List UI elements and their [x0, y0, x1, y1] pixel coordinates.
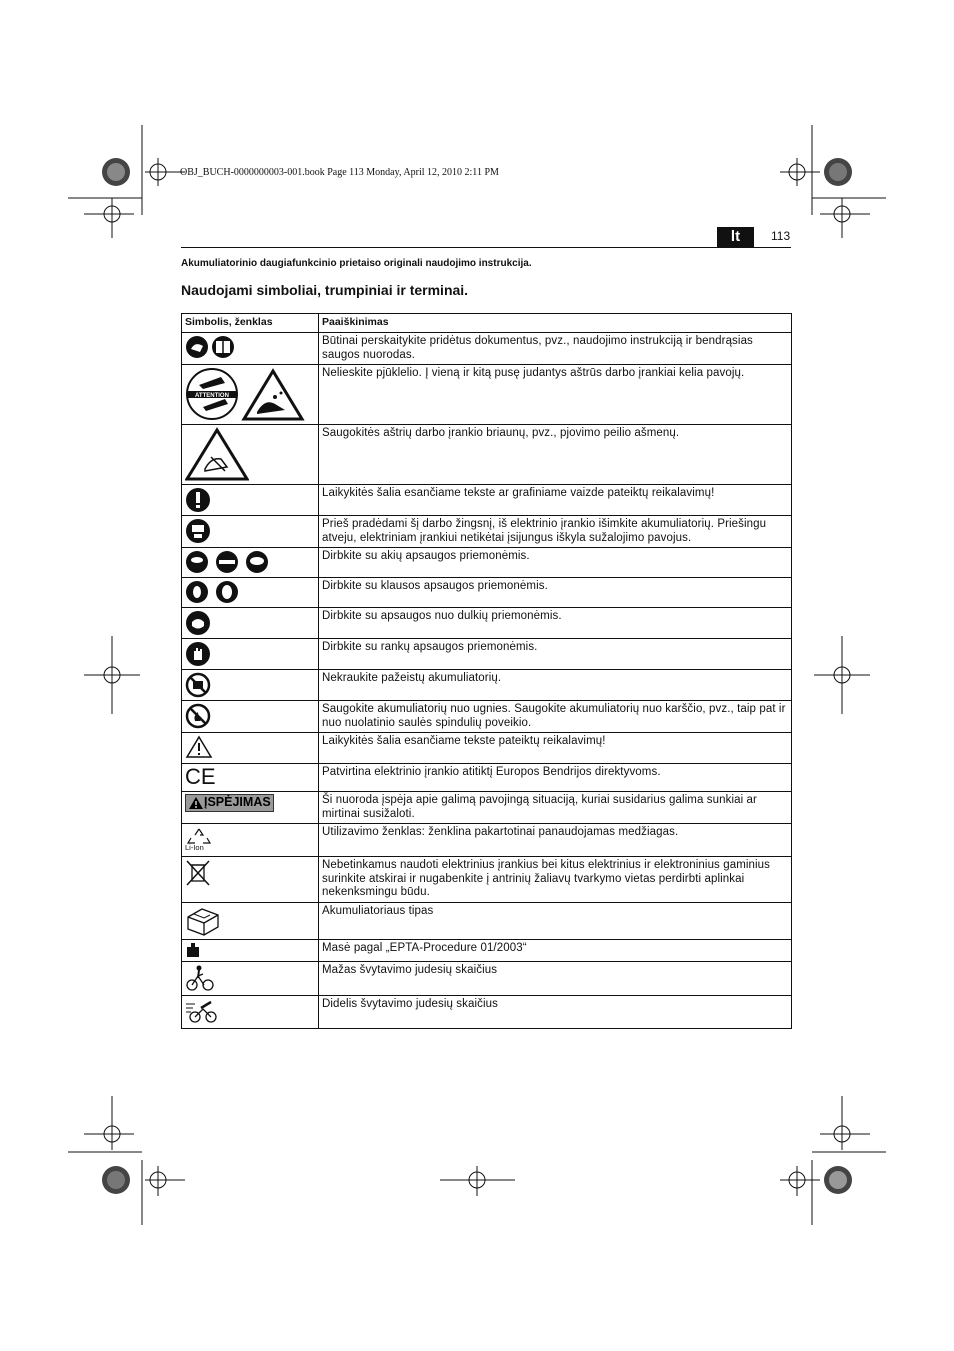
explanation-cell: Didelis švytavimo judesių skaičius: [319, 995, 792, 1028]
page-number: 113: [771, 229, 791, 243]
weight-icon: [185, 942, 201, 958]
table-row: [182, 701, 792, 733]
warning-triangle-icon: [185, 735, 213, 759]
symbol-cell: [182, 733, 319, 764]
no-charging-damaged-battery-icon: [185, 672, 211, 698]
book-metadata-line: OBJ_BUCH-0000000003-001.book Page 113 Monday, April 12, 2010 2:11 PM: [180, 167, 499, 178]
symbol-cell: [182, 995, 319, 1028]
header-rule: [181, 247, 791, 248]
symbol-cell: [182, 824, 319, 857]
explanation-cell: Nebetinkamus naudoti elektrinius įrankius bei kitus elektrinius ir elektroninius gaminius surinkite atskirai ir nugabenkite į antrinių žaliavų tvarkymo vietas perdirbti aplinkai nekenksmingu būdu.: [319, 857, 792, 903]
symbol-cell: [182, 578, 319, 608]
symbol-cell: [182, 548, 319, 578]
remove-battery-icon: [185, 518, 211, 544]
warning-label-text: ĮSPĖJIMAS: [204, 795, 271, 810]
symbol-cell: [182, 516, 319, 548]
explanation-cell: Nelieskite pjūklelio. Į vieną ir kitą pusę judantys aštrūs darbo įrankiai kelia pavojų.: [319, 365, 792, 425]
table-row: [182, 516, 792, 548]
symbol-cell: [182, 639, 319, 670]
table-row: [182, 857, 792, 903]
high-speed-bicycle-icon: [185, 998, 219, 1024]
eye-protection-icon: [185, 550, 269, 574]
table-row: [182, 578, 792, 608]
column-header-symbol: Simbolis, ženklas: [182, 314, 319, 333]
attention-text: ATTENTION: [195, 393, 229, 399]
table-row: [182, 792, 792, 824]
explanation-cell: Mažas švytavimo judesių skaičius: [319, 961, 792, 995]
table-row: [182, 365, 792, 425]
table-row: [182, 333, 792, 365]
explanation-cell: Laikykitės šalia esančiame tekste ar grafiniame vaizde pateiktų reikalavimų!: [319, 485, 792, 516]
symbol-cell: [182, 608, 319, 639]
document-subtitle: Akumuliatorinio daugiafunkcinio prietaiso originali naudojimo instrukcija.: [181, 258, 532, 269]
warning-triangle-icon: [188, 796, 204, 810]
crossed-bin-icon: [185, 859, 211, 887]
explanation-cell: Dirbkite su apsaugos nuo dulkių priemonėmis.: [319, 608, 792, 639]
explanation-cell: Nekraukite pažeistų akumuliatorių.: [319, 670, 792, 701]
table-row: [182, 939, 792, 961]
explanation-cell: Akumuliatoriaus tipas: [319, 902, 792, 939]
table-row: [182, 902, 792, 939]
column-header-explanation: Paaiškinimas: [319, 314, 792, 333]
symbol-cell: [182, 961, 319, 995]
symbol-cell: [182, 333, 319, 365]
li-ion-label: Li-Ion: [185, 843, 204, 852]
do-not-touch-blade-icon: [185, 367, 305, 421]
hearing-protection-icon: [185, 580, 241, 604]
table-row: [182, 485, 792, 516]
explanation-cell: Laikykitės šalia esančiame tekste pateiktų reikalavimų!: [319, 733, 792, 764]
table-row: [182, 639, 792, 670]
explanation-cell: Utilizavimo ženklas: ženklina pakartotinai panaudojamas medžiagas.: [319, 824, 792, 857]
table-row: [182, 670, 792, 701]
table-header-row: [182, 314, 792, 333]
symbols-table: [181, 313, 792, 1029]
symbol-cell: [182, 701, 319, 733]
sharp-edges-warning-icon: [185, 427, 249, 481]
read-manual-icon: [185, 335, 237, 359]
symbol-cell: [182, 365, 319, 425]
warning-label: [185, 794, 274, 812]
explanation-cell: Dirbkite su rankų apsaugos priemonėmis.: [319, 639, 792, 670]
symbol-cell: [182, 485, 319, 516]
explanation-cell: Dirbkite su akių apsaugos priemonėmis.: [319, 548, 792, 578]
explanation-cell: Saugokite akumuliatorių nuo ugnies. Saugokite akumuliatorių nuo karščio, pvz., taip pat ir nuo nuolatinio saulės spindulių poveikio.: [319, 701, 792, 733]
table-row: [182, 425, 792, 485]
explanation-cell: Prieš pradėdami šį darbo žingsnį, iš elektrinio įrankio išimkite akumuliatorių. Priešingu atveju, elektriniam įrankiui netikėtai įsijungus iškyla sužalojimo pavojus.: [319, 516, 792, 548]
symbol-cell: [182, 857, 319, 903]
symbol-cell: [182, 764, 319, 792]
explanation-cell: Masė pagal „EPTA-Procedure 01/2003“: [319, 939, 792, 961]
gloves-icon: [185, 641, 211, 667]
low-speed-bicycle-icon: [185, 964, 215, 992]
symbol-cell: [182, 792, 319, 824]
explanation-cell: Būtinai perskaitykite pridėtus dokumentus, pvz., naudojimo instrukciją ir bendrąsias saugos nuorodas.: [319, 333, 792, 365]
explanation-cell: Patvirtina elektrinio įrankio atitiktį Europos Bendrijos direktyvoms.: [319, 764, 792, 792]
dust-mask-icon: [185, 610, 211, 636]
table-row: [182, 733, 792, 764]
explanation-cell: Ši nuoroda įspėja apie galimą pavojingą situaciją, kuriai susidarius galima sunkiai ar mirtinai susižaloti.: [319, 792, 792, 824]
symbol-cell: [182, 425, 319, 485]
explanation-cell: Dirbkite su klausos apsaugos priemonėmis.: [319, 578, 792, 608]
mandatory-action-icon: [185, 487, 211, 513]
section-heading: Naudojami simboliai, trumpiniai ir terminai.: [181, 282, 469, 298]
table-row: [182, 824, 792, 857]
battery-pack-icon: [185, 905, 221, 937]
table-row: [182, 764, 792, 792]
table-row: [182, 608, 792, 639]
no-fire-battery-icon: [185, 703, 211, 729]
table-row: [182, 548, 792, 578]
language-tab: lt: [717, 227, 754, 247]
symbol-cell: [182, 670, 319, 701]
symbol-cell: [182, 939, 319, 961]
table-row: [182, 961, 792, 995]
ce-mark: CE: [185, 764, 216, 789]
symbol-cell: [182, 902, 319, 939]
explanation-cell: Saugokitės aštrių darbo įrankio briaunų, pvz., pjovimo peilio ašmenų.: [319, 425, 792, 485]
table-row: [182, 995, 792, 1028]
